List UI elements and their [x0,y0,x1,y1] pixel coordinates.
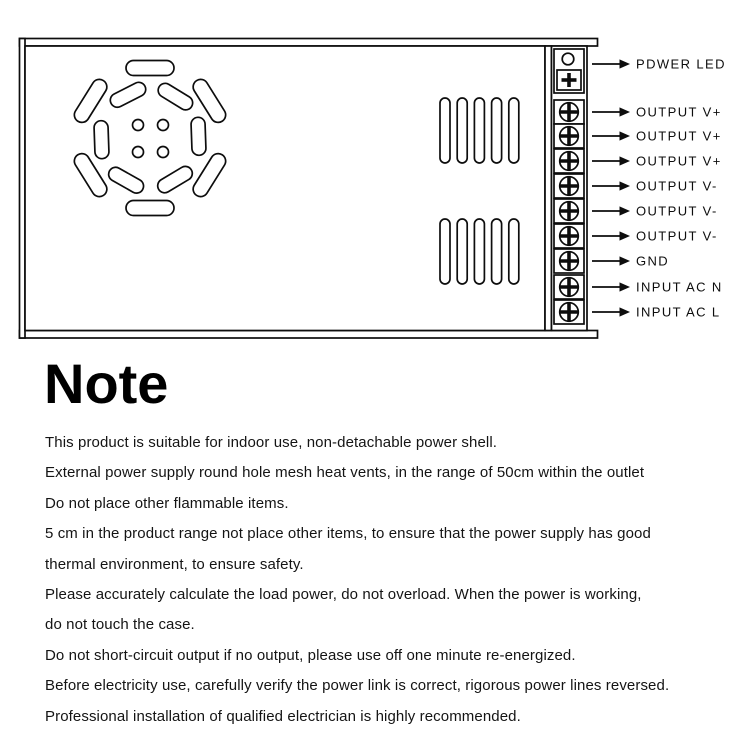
right-arrow-icon [620,206,631,215]
terminal-label: OUTPUT V- [636,203,718,219]
terminal-row [592,254,669,269]
note-title: Note [44,352,169,415]
terminal-row [592,57,726,72]
right-arrow-icon [620,156,631,165]
note-line: External power supply round hole mesh heat vents, in the range of 50cm within the outlet [45,464,645,482]
terminal-label: OUTPUT V+ [636,153,722,169]
note-line: Do not short-circuit output if no output, please use off one minute re-energized. [45,646,576,664]
right-arrow-icon [620,107,631,116]
power-supply-diagram [0,0,750,360]
terminal-row [592,154,722,169]
right-arrow-icon [620,282,631,291]
right-arrow-icon [620,131,631,140]
terminal-screw-cell [554,124,584,148]
terminal-screw-cell [554,224,584,248]
case-bottom-rail [20,331,598,339]
terminal-row [592,305,721,320]
terminal-screw-cell [554,149,584,173]
terminal-row [592,280,723,295]
terminal-label: OUTPUT V- [636,178,718,194]
note-line: thermal environment, to ensure safety. [45,555,304,573]
terminal-label: INPUT AC L [636,304,721,320]
terminal-row [592,179,718,194]
case-top-rail [20,39,598,47]
right-arrow-icon [620,231,631,240]
note-line: Do not place other flammable items. [45,494,289,512]
terminal-label: INPUT AC N [636,279,723,295]
note-line: Please accurately calculate the load power, do not overload. When the power is working, [45,586,642,604]
note-line: Before electricity use, carefully verify the power link is correct, rigorous power lines reversed. [45,677,670,695]
note-line: Professional installation of qualified electrician is highly recommended. [45,707,521,725]
terminal-screw-cell [554,100,584,124]
terminal-screw-cell [554,199,584,223]
terminal-label: OUTPUT V- [636,228,718,244]
terminal-screw-cell [554,249,584,273]
terminal-label: OUTPUT V+ [636,128,722,144]
note-section [45,428,740,732]
terminal-label: OUTPUT V+ [636,104,722,120]
terminal-row [592,204,718,219]
right-arrow-icon [620,181,631,190]
terminal-screw-cell [554,174,584,198]
terminal-row [592,105,722,120]
terminal-block [552,46,588,331]
terminal-screw-cell [554,275,584,299]
right-arrow-icon [620,256,631,265]
terminal-row [592,229,718,244]
right-arrow-icon [620,307,631,316]
note-line: 5 cm in the product range not place other items, to ensure that the power supply has good [45,525,651,543]
note-line: do not touch the case. [45,616,195,634]
power-led-cell [554,49,584,93]
note-line: This product is suitable for indoor use, non-detachable power shell. [45,434,498,451]
case-right-edge [545,46,552,331]
case-body [25,46,545,331]
terminal-screw-cell [554,300,584,324]
terminal-label: GND [636,253,670,269]
right-arrow-icon [620,59,631,68]
terminal-row [592,129,722,144]
terminal-label: PDWER LED [636,56,726,72]
